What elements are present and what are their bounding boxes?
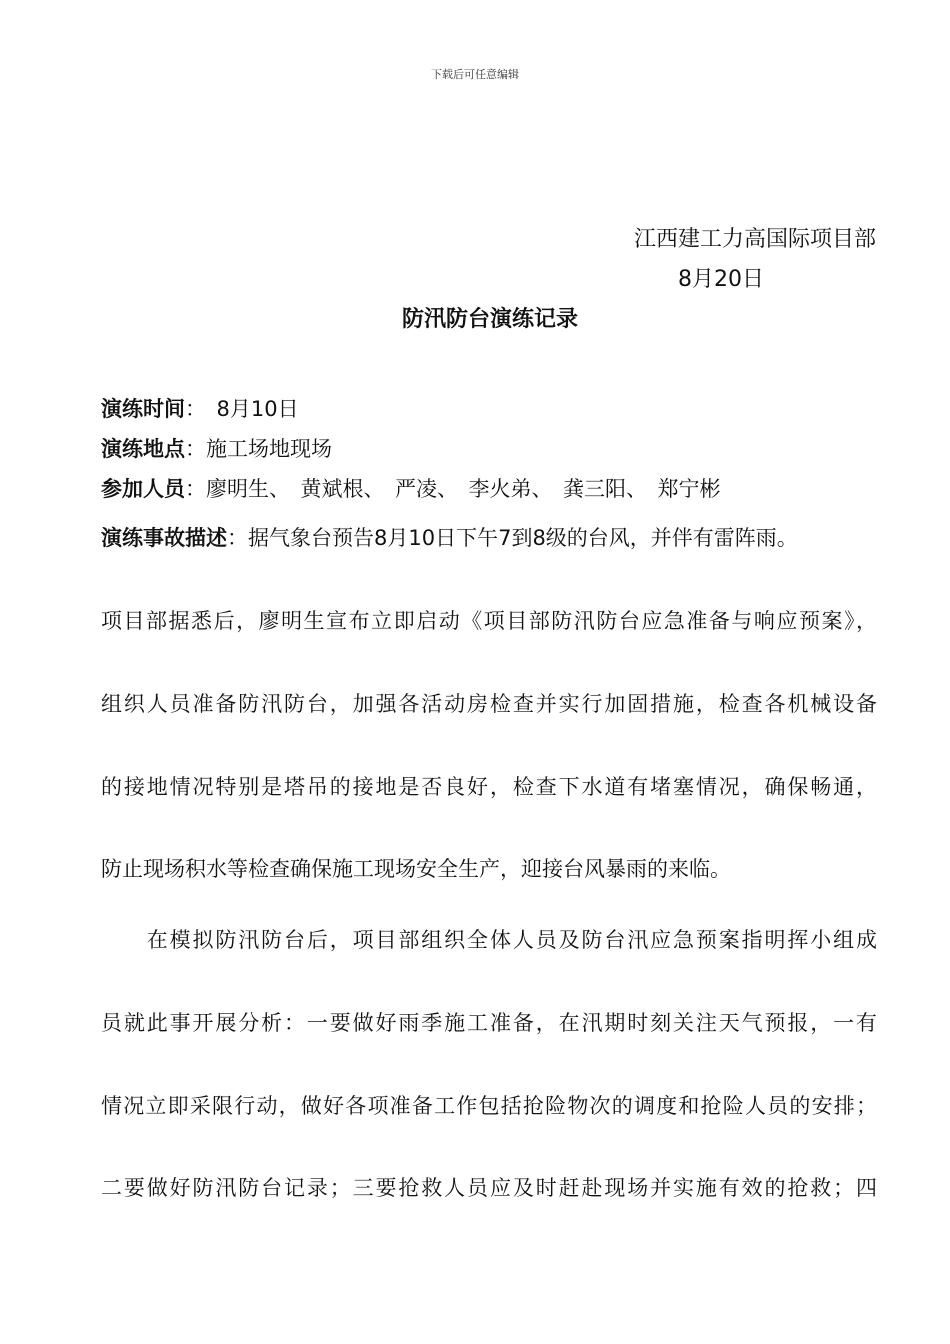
document-date: 8月20日 [678,267,764,292]
body-line: 组织人员准备防汛防台，加强各活动房检查并实行加固措施，检查各机械设备 [101,692,877,716]
body-line: 二要做好防汛防台记录；三要抢救人员应及时赶赴现场并实施有效的抢救；四 [101,1176,877,1200]
participants-label: 参加人员 [101,477,185,501]
body-line: 项目部据悉后，廖明生宣布立即启动《项目部防汛防台应急准备与响应预案》， [101,609,877,633]
incident-description-value: ：据气象台预告8月10日下午7到8级的台风，并伴有雷阵雨。 [227,526,798,550]
body-line: 的接地情况特别是塔吊的接地是否良好，检查下水道有堵塞情况，确保畅通， [101,775,877,799]
drill-time-row [101,393,299,423]
participants-row [101,473,721,503]
drill-time-value: ： 8月10日 [185,397,299,421]
incident-description-label: 演练事故描述 [101,526,227,550]
incident-description-row [101,522,798,552]
document-title: 防汛防台演练记录 [401,307,578,332]
body-line: 防止现场积水等检查确保施工现场安全生产，迎接台风暴雨的来临。 [101,857,731,881]
body-line: 情况立即采限行动，做好各项准备工作包括抢险物次的调度和抢险人员的安排； [101,1094,877,1118]
drill-place-row [101,433,332,463]
body-line: 在模拟防汛防台后，项目部组织全体人员及防台汛应急预案指明挥小组成 [101,928,877,952]
body-line: 员就此事开展分析：一要做好雨季施工准备，在汛期时刻关注天气预报，一有 [101,1011,877,1035]
drill-place-label: 演练地点 [101,437,185,461]
participants-value: ：廖明生、 黄斌根、 严凌、 李火弟、 龚三阳、 郑宁彬 [185,477,721,501]
drill-time-label: 演练时间 [101,397,185,421]
drill-place-value: ：施工场地现场 [185,437,332,461]
organization-name: 江西建工力高国际项目部 [633,227,876,252]
header-note: 下载后可任意编辑 [431,68,519,81]
